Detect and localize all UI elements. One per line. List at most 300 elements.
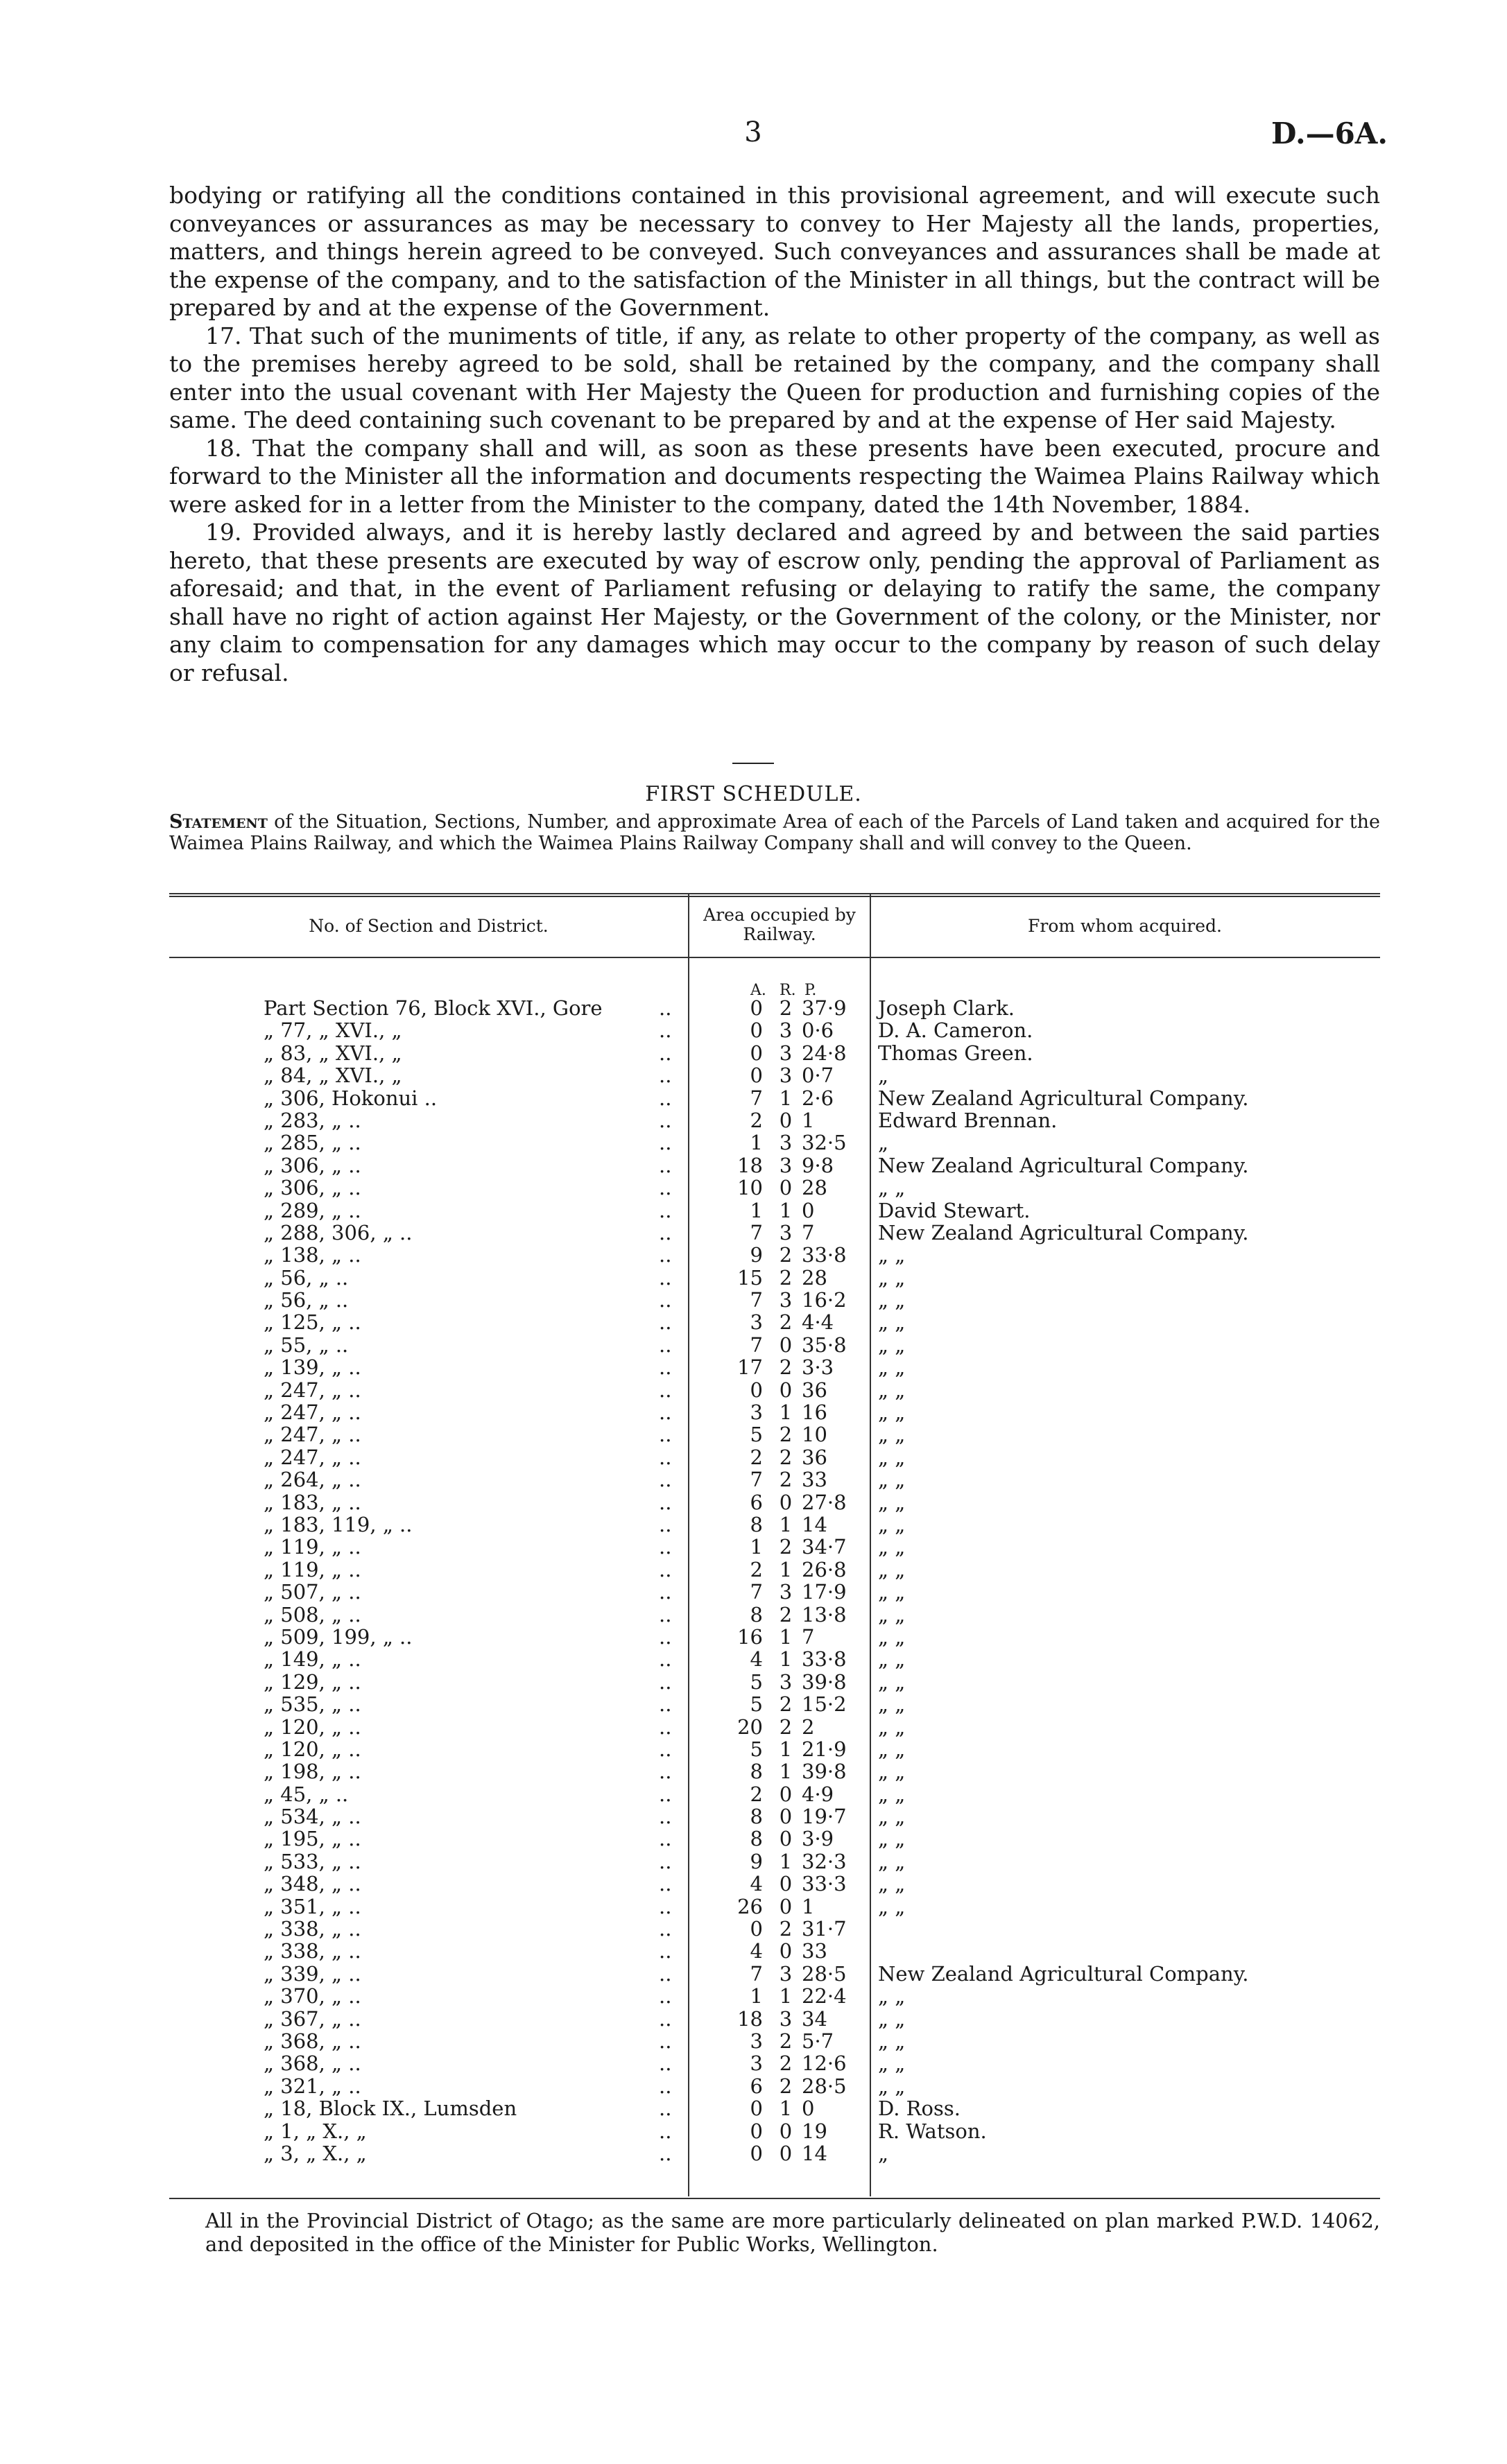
perches-cell: 10 xyxy=(802,1423,827,1447)
acres-cell: 0 xyxy=(750,1378,763,1402)
roods-cell: 1 xyxy=(779,1647,793,1672)
leader-dots: .. xyxy=(659,1445,672,1469)
unit-acres: A. xyxy=(750,982,766,999)
table-row xyxy=(169,1805,1380,1828)
perches-cell: 21·9 xyxy=(802,1737,847,1761)
perches-cell: 28 xyxy=(802,1265,827,1290)
leader-dots: .. xyxy=(659,1872,672,1896)
table-row xyxy=(169,1985,1380,2007)
leader-dots: .. xyxy=(659,1849,672,1873)
section-cell: „ 139, „ .. xyxy=(264,1355,361,1380)
leader-dots: .. xyxy=(659,1580,672,1604)
leader-dots: .. xyxy=(659,1131,672,1155)
roods-cell: 1 xyxy=(779,1984,793,2008)
acquired-from-cell: „ „ xyxy=(878,1872,906,1896)
acres-cell: 1 xyxy=(750,1131,763,1155)
table-row xyxy=(169,2142,1380,2164)
roods-cell: 0 xyxy=(779,2141,793,2165)
leader-dots: .. xyxy=(659,1984,672,2008)
acquired-from-cell: „ „ xyxy=(878,1355,906,1380)
roods-cell: 2 xyxy=(779,1355,793,1380)
section-cell: „ 247, „ .. xyxy=(264,1445,361,1469)
section-cell: „ 351, „ .. xyxy=(264,1894,361,1918)
leader-dots: .. xyxy=(659,1894,672,1918)
table-row xyxy=(169,2030,1380,2052)
roods-cell: 0 xyxy=(779,2119,793,2143)
perches-cell: 4·9 xyxy=(802,1782,834,1806)
leader-dots: .. xyxy=(659,2097,672,2121)
acres-cell: 3 xyxy=(750,2029,763,2053)
leader-dots: .. xyxy=(659,1490,672,1514)
footer-text: All in the Provincial District of Otago; as the same are more particularly delineated on plan marked P.W.D. 14062, and deposited in the office of the Minister for Public Works, Wellington. xyxy=(205,2209,1380,2256)
acquired-from-cell: „ „ xyxy=(878,1580,906,1604)
section-cell: „ 247, „ .. xyxy=(264,1378,361,1402)
acquired-from-cell: „ „ xyxy=(878,2051,906,2076)
acres-cell: 7 xyxy=(750,1220,763,1244)
table-row xyxy=(169,1019,1380,1041)
table-row xyxy=(169,1783,1380,1805)
acquired-from-cell: „ xyxy=(878,2141,889,2165)
section-cell: „ 370, „ .. xyxy=(264,1984,361,2008)
table-row xyxy=(169,1087,1380,1109)
acres-cell: 4 xyxy=(750,1872,763,1896)
section-cell: „ 507, „ .. xyxy=(264,1580,361,1604)
acres-cell: 26 xyxy=(737,1894,763,1918)
agreement-text xyxy=(169,182,1380,687)
leader-dots: .. xyxy=(659,1669,672,1694)
roods-cell: 3 xyxy=(779,1288,793,1312)
leader-dots: .. xyxy=(659,1939,672,1963)
leader-dots: .. xyxy=(659,1715,672,1739)
acres-cell: 7 xyxy=(750,1333,763,1357)
table-row xyxy=(169,1940,1380,1962)
section-cell: „ 321, „ .. xyxy=(264,2074,361,2098)
acres-cell: 0 xyxy=(750,1917,763,1941)
leader-dots: .. xyxy=(659,1220,672,1244)
section-cell: „ 183, 119, „ .. xyxy=(264,1512,413,1536)
table-row xyxy=(169,1289,1380,1311)
table-row xyxy=(169,1828,1380,1850)
section-divider xyxy=(732,763,774,764)
perches-cell: 17·9 xyxy=(802,1580,847,1604)
acquired-from-cell: „ „ xyxy=(878,1715,906,1739)
perches-cell: 7 xyxy=(802,1624,815,1649)
perches-cell: 39·8 xyxy=(802,1669,847,1694)
roods-cell: 1 xyxy=(779,1512,793,1536)
roods-cell: 1 xyxy=(779,1400,793,1425)
section-cell: „ 45, „ .. xyxy=(264,1782,349,1806)
table-row xyxy=(169,1311,1380,1333)
acquired-from-cell: „ „ xyxy=(878,1423,906,1447)
paragraph-17: 17. That such of the muniments of title, if any, as relate to other property of the company, as well as to the premises hereby agreed to be sold, shall be retained by the company, and the company shall enter into the usual covenant with Her Majesty the Queen for production and furnishing copies of the same. The deed containing such covenant to be prepared by and at the expense of Her said Majesty. xyxy=(169,322,1380,433)
section-cell: „ 285, „ .. xyxy=(264,1131,361,1155)
perches-cell: 7 xyxy=(802,1220,815,1244)
roods-cell: 0 xyxy=(779,1805,793,1829)
table-row xyxy=(169,1042,1380,1064)
table-row xyxy=(169,1536,1380,1558)
section-cell: „ 83, „ XVI., „ xyxy=(264,1041,402,1065)
section-cell: „ 119, „ .. xyxy=(264,1557,361,1581)
acres-cell: 4 xyxy=(750,1647,763,1672)
perches-cell: 33·8 xyxy=(802,1243,847,1267)
perches-cell: 22·4 xyxy=(802,1984,847,2008)
leader-dots: .. xyxy=(659,1018,672,1043)
acres-cell: 5 xyxy=(750,1692,763,1717)
section-cell: „ 120, „ .. xyxy=(264,1737,361,1761)
acres-cell: 15 xyxy=(737,1265,763,1290)
acquired-from-cell: „ „ xyxy=(878,1176,906,1200)
roods-cell: 1 xyxy=(779,1624,793,1649)
table-row xyxy=(169,1267,1380,1289)
roods-cell: 3 xyxy=(779,1064,793,1088)
leader-dots: .. xyxy=(659,1400,672,1425)
perches-cell: 2 xyxy=(802,1715,815,1739)
table-body xyxy=(169,997,1380,2164)
acres-cell: 18 xyxy=(737,1153,763,1177)
section-cell: „ 534, „ .. xyxy=(264,1805,361,1829)
perches-cell: 28·5 xyxy=(802,2074,847,2098)
roods-cell: 3 xyxy=(779,1961,793,1986)
leader-dots: .. xyxy=(659,2141,672,2165)
table-row xyxy=(169,1626,1380,1648)
acres-cell: 0 xyxy=(750,996,763,1020)
perches-cell: 32·5 xyxy=(802,1131,847,1155)
roods-cell: 2 xyxy=(779,1265,793,1290)
acres-cell: 3 xyxy=(750,1400,763,1425)
schedule-title: FIRST SCHEDULE. xyxy=(645,782,862,806)
leader-dots: .. xyxy=(659,1265,672,1290)
column-header-area: Area occupied by Railway. xyxy=(703,905,856,944)
section-cell: „ 1, „ X., „ xyxy=(264,2119,367,2143)
acres-cell: 1 xyxy=(750,1198,763,1222)
section-cell: „ 508, „ .. xyxy=(264,1602,361,1626)
table-row xyxy=(169,2120,1380,2142)
roods-cell: 0 xyxy=(779,1827,793,1851)
section-cell: „ 120, „ .. xyxy=(264,1715,361,1739)
perches-cell: 36 xyxy=(802,1445,827,1469)
acres-cell: 6 xyxy=(750,2074,763,2098)
acres-cell: 2 xyxy=(750,1445,763,1469)
column-header-from: From whom acquired. xyxy=(1028,916,1222,936)
roods-cell: 0 xyxy=(779,1894,793,1918)
table-row xyxy=(169,1671,1380,1693)
roods-cell: 0 xyxy=(779,1378,793,1402)
perches-cell: 33 xyxy=(802,1468,827,1492)
acres-cell: 7 xyxy=(750,1961,763,1986)
acres-cell: 9 xyxy=(750,1243,763,1267)
acres-cell: 2 xyxy=(750,1108,763,1132)
section-cell: „ 367, „ .. xyxy=(264,2006,361,2031)
roods-cell: 0 xyxy=(779,1333,793,1357)
leader-dots: .. xyxy=(659,1535,672,1559)
leader-dots: .. xyxy=(659,1153,672,1177)
acres-cell: 7 xyxy=(750,1288,763,1312)
roods-cell: 1 xyxy=(779,1557,793,1581)
acquired-from-cell: „ „ xyxy=(878,1400,906,1425)
section-cell: „ 119, „ .. xyxy=(264,1535,361,1559)
section-cell: „ 283, „ .. xyxy=(264,1108,361,1132)
perches-cell: 2·6 xyxy=(802,1086,834,1110)
roods-cell: 0 xyxy=(779,1176,793,1200)
table-row xyxy=(169,1873,1380,1895)
table-row xyxy=(169,1379,1380,1401)
roods-cell: 3 xyxy=(779,1131,793,1155)
roods-cell: 0 xyxy=(779,1782,793,1806)
roods-cell: 1 xyxy=(779,1198,793,1222)
perches-cell: 39·8 xyxy=(802,1760,847,1784)
roods-cell: 1 xyxy=(779,1737,793,1761)
acquired-from-cell: „ „ xyxy=(878,1894,906,1918)
section-cell: „ 535, „ .. xyxy=(264,1692,361,1717)
acres-cell: 1 xyxy=(750,1984,763,2008)
perches-cell: 13·8 xyxy=(802,1602,847,1626)
leader-dots: .. xyxy=(659,1064,672,1088)
acquired-from-cell: „ „ xyxy=(878,1624,906,1649)
acres-cell: 8 xyxy=(750,1760,763,1784)
acquired-from-cell: „ „ xyxy=(878,1445,906,1469)
roods-cell: 2 xyxy=(779,1535,793,1559)
roods-cell: 3 xyxy=(779,1041,793,1065)
table-row xyxy=(169,1895,1380,1918)
acres-cell: 8 xyxy=(750,1827,763,1851)
leader-dots: .. xyxy=(659,1333,672,1357)
table-row xyxy=(169,1423,1380,1446)
table-row xyxy=(169,1513,1380,1536)
perches-cell: 37·9 xyxy=(802,996,847,1020)
acres-cell: 0 xyxy=(750,2141,763,2165)
roods-cell: 3 xyxy=(779,1018,793,1043)
perches-cell: 28·5 xyxy=(802,1961,847,1986)
acquired-from-cell: „ „ xyxy=(878,1737,906,1761)
table-row xyxy=(169,1491,1380,1513)
acquired-from-cell: „ „ xyxy=(878,1243,906,1267)
perches-cell: 12·6 xyxy=(802,2051,847,2076)
perches-cell: 1 xyxy=(802,1894,815,1918)
perches-cell: 35·8 xyxy=(802,1333,847,1357)
table-row xyxy=(169,1760,1380,1782)
acres-cell: 18 xyxy=(737,2006,763,2031)
acres-cell: 8 xyxy=(750,1602,763,1626)
leader-dots: .. xyxy=(659,1288,672,1312)
perches-cell: 32·3 xyxy=(802,1849,847,1873)
acquired-from-cell: „ „ xyxy=(878,1647,906,1672)
perches-cell: 24·8 xyxy=(802,1041,847,1065)
leader-dots: .. xyxy=(659,1782,672,1806)
section-cell: Part Section 76, Block XVI., Gore xyxy=(264,996,603,1020)
perches-cell: 0 xyxy=(802,1198,815,1222)
perches-cell: 4·4 xyxy=(802,1310,834,1335)
page-number: 3 xyxy=(744,116,762,148)
leader-dots: .. xyxy=(659,1961,672,1986)
leader-dots: .. xyxy=(659,1805,672,1829)
section-cell: „ 129, „ .. xyxy=(264,1669,361,1694)
acres-cell: 2 xyxy=(750,1782,763,1806)
acquired-from-cell: New Zealand Agricultural Company. xyxy=(878,1086,1249,1110)
section-cell: „ 338, „ .. xyxy=(264,1939,361,1963)
leader-dots: .. xyxy=(659,1310,672,1335)
leader-dots: .. xyxy=(659,2119,672,2143)
leader-dots: .. xyxy=(659,1041,672,1065)
acres-cell: 10 xyxy=(737,1176,763,1200)
table-row xyxy=(169,1154,1380,1177)
table-top-rule xyxy=(169,893,1380,894)
roods-cell: 3 xyxy=(779,2006,793,2031)
roods-cell: 0 xyxy=(779,1939,793,1963)
section-cell: „ 306, „ .. xyxy=(264,1176,361,1200)
table-row xyxy=(169,1334,1380,1356)
acquired-from-cell: „ „ xyxy=(878,1535,906,1559)
acres-cell: 3 xyxy=(750,1310,763,1335)
roods-cell: 3 xyxy=(779,1669,793,1694)
table-row xyxy=(169,1693,1380,1715)
document-code: D.—6A. xyxy=(1271,116,1388,150)
acres-cell: 7 xyxy=(750,1580,763,1604)
perches-cell: 1 xyxy=(802,1108,815,1132)
perches-cell: 9·8 xyxy=(802,1153,834,1177)
perches-cell: 14 xyxy=(802,2141,827,2165)
perches-cell: 19 xyxy=(802,2119,827,2143)
acquired-from-cell: New Zealand Agricultural Company. xyxy=(878,1153,1249,1177)
roods-cell: 1 xyxy=(779,1849,793,1873)
leader-dots: .. xyxy=(659,2074,672,2098)
table-row xyxy=(169,2097,1380,2119)
roods-cell: 1 xyxy=(779,1086,793,1110)
perches-cell: 36 xyxy=(802,1378,827,1402)
acres-cell: 2 xyxy=(750,1557,763,1581)
leader-dots: .. xyxy=(659,1086,672,1110)
acres-cell: 0 xyxy=(750,2097,763,2121)
roods-cell: 2 xyxy=(779,2051,793,2076)
acres-cell: 7 xyxy=(750,1086,763,1110)
perches-cell: 33·3 xyxy=(802,1872,847,1896)
section-cell: „ 288, 306, „ .. xyxy=(264,1220,413,1244)
leader-dots: .. xyxy=(659,1108,672,1132)
perches-cell: 31·7 xyxy=(802,1917,847,1941)
leader-dots: .. xyxy=(659,1737,672,1761)
section-cell: „ 125, „ .. xyxy=(264,1310,361,1335)
perches-cell: 15·2 xyxy=(802,1692,847,1717)
perches-cell: 16·2 xyxy=(802,1288,847,1312)
unit-roods: R. xyxy=(780,982,796,999)
section-cell: „ 368, „ .. xyxy=(264,2029,361,2053)
section-cell: „ 289, „ .. xyxy=(264,1198,361,1222)
acres-cell: 5 xyxy=(750,1669,763,1694)
page-header xyxy=(0,116,1507,158)
acquired-from-cell: „ „ xyxy=(878,1468,906,1492)
acquired-from-cell: „ „ xyxy=(878,1512,906,1536)
roods-cell: 3 xyxy=(779,1153,793,1177)
acquired-from-cell: Thomas Green. xyxy=(878,1041,1033,1065)
perches-cell: 26·8 xyxy=(802,1557,847,1581)
table-row xyxy=(169,1177,1380,1199)
acquired-from-cell: „ „ xyxy=(878,1490,906,1514)
leader-dots: .. xyxy=(659,2029,672,2053)
table-row xyxy=(169,1064,1380,1086)
acres-cell: 20 xyxy=(737,1715,763,1739)
perches-cell: 19·7 xyxy=(802,1805,847,1829)
acquired-from-cell: „ „ xyxy=(878,1557,906,1581)
acquired-from-cell: New Zealand Agricultural Company. xyxy=(878,1220,1249,1244)
roods-cell: 1 xyxy=(779,1760,793,1784)
acres-cell: 6 xyxy=(750,1490,763,1514)
acquired-from-cell: „ xyxy=(878,1064,889,1088)
acres-cell: 16 xyxy=(737,1624,763,1649)
table-top-rule-2 xyxy=(169,896,1380,897)
acquired-from-cell: „ „ xyxy=(878,1692,906,1717)
acres-cell: 0 xyxy=(750,2119,763,2143)
leader-dots: .. xyxy=(659,1468,672,1492)
schedule-table xyxy=(169,893,1380,2196)
table-row xyxy=(169,1604,1380,1626)
acquired-from-cell: New Zealand Agricultural Company. xyxy=(878,1961,1249,1986)
table-row xyxy=(169,1963,1380,1985)
acquired-from-cell: „ „ xyxy=(878,1288,906,1312)
acres-cell: 8 xyxy=(750,1512,763,1536)
leader-dots: .. xyxy=(659,1243,672,1267)
roods-cell: 2 xyxy=(779,2074,793,2098)
roods-cell: 2 xyxy=(779,1692,793,1717)
acquired-from-cell: „ „ xyxy=(878,1805,906,1829)
section-cell: „ 3, „ X., „ xyxy=(264,2141,367,2165)
table-row xyxy=(169,1581,1380,1603)
acquired-from-cell: David Stewart. xyxy=(878,1198,1031,1222)
acquired-from-cell: „ „ xyxy=(878,1782,906,1806)
section-cell: „ 247, „ .. xyxy=(264,1400,361,1425)
table-row xyxy=(169,1559,1380,1581)
leader-dots: .. xyxy=(659,1602,672,1626)
column-header-section: No. of Section and District. xyxy=(309,916,549,936)
table-row xyxy=(169,1199,1380,1222)
table-row xyxy=(169,1738,1380,1760)
section-cell: „ 56, „ .. xyxy=(264,1288,349,1312)
acquired-from-cell: D. A. Cameron. xyxy=(878,1018,1033,1043)
leader-dots: .. xyxy=(659,1512,672,1536)
section-cell: „ 368, „ .. xyxy=(264,2051,361,2076)
acquired-from-cell: „ „ xyxy=(878,2074,906,2098)
roods-cell: 2 xyxy=(779,1917,793,1941)
leader-dots: .. xyxy=(659,1692,672,1717)
acres-cell: 7 xyxy=(750,1468,763,1492)
paragraph-continued: bodying or ratifying all the conditions contained in this provisional agreement, and will execute such conveyances or assurances as may be necessary to convey to Her Majesty all the lands, properties, matters, and things herein agreed to be conveyed. Such conveyances and assurances shall be made at the expense of the company, and to the satisfaction of the Minister in all things, but the contract will be prepared by and at the expense of the Government. xyxy=(169,182,1380,321)
section-cell: „ 195, „ .. xyxy=(264,1827,361,1851)
roods-cell: 2 xyxy=(779,1423,793,1447)
section-cell: „ 149, „ .. xyxy=(264,1647,361,1672)
leader-dots: .. xyxy=(659,1198,672,1222)
acquired-from-cell: Joseph Clark. xyxy=(878,996,1015,1020)
paragraph-18: 18. That the company shall and will, as soon as these presents have been executed, procure and forward to the Minister all the information and documents respecting the Waimea Plains Railway which were asked for in a letter from the Minister to the company, dated the 14th November, 1884. xyxy=(169,434,1380,518)
roods-cell: 0 xyxy=(779,1490,793,1514)
acres-cell: 0 xyxy=(750,1018,763,1043)
perches-cell: 14 xyxy=(802,1512,827,1536)
roods-cell: 2 xyxy=(779,1715,793,1739)
perches-cell: 0·6 xyxy=(802,1018,834,1043)
section-cell: „ 55, „ .. xyxy=(264,1333,349,1357)
section-cell: „ 348, „ .. xyxy=(264,1872,361,1896)
acquired-from-cell: „ „ xyxy=(878,1669,906,1694)
roods-cell: 2 xyxy=(779,1445,793,1469)
leader-dots: .. xyxy=(659,1827,672,1851)
table-row xyxy=(169,1356,1380,1378)
perches-cell: 28 xyxy=(802,1176,827,1200)
acres-cell: 9 xyxy=(750,1849,763,1873)
roods-cell: 2 xyxy=(779,1468,793,1492)
leader-dots: .. xyxy=(659,1355,672,1380)
perches-cell: 16 xyxy=(802,1400,827,1425)
table-row xyxy=(169,2008,1380,2030)
acquired-from-cell: „ „ xyxy=(878,1827,906,1851)
acquired-from-cell: D. Ross. xyxy=(878,2097,961,2121)
acres-cell: 4 xyxy=(750,1939,763,1963)
